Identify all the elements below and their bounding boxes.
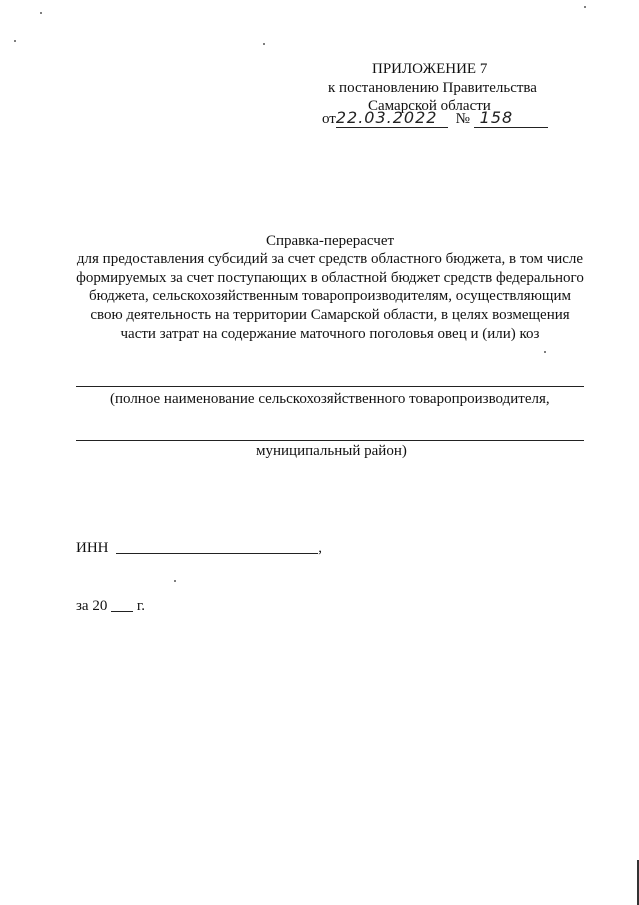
body-line: формируемых за счет поступающих в областной бюджет средств федерального <box>76 269 584 286</box>
appendix-resolution-line: к постановлению Правительства <box>328 80 537 96</box>
period-suffix: г. <box>136 598 146 614</box>
inn-comma: , <box>318 540 322 556</box>
inn-field <box>76 539 322 557</box>
inn-label: ИНН <box>76 540 109 556</box>
year-blank <box>111 597 133 612</box>
appendix-title: ПРИЛОЖЕНИЕ 7 <box>372 61 488 77</box>
producer-name-line <box>76 386 584 387</box>
document-title: Справка-перерасчет <box>265 233 395 249</box>
date-prefix: от <box>322 111 336 127</box>
scan-speck <box>584 6 586 8</box>
resolution-date-number <box>322 108 548 128</box>
handwritten-date: 22.03.2022 <box>336 108 448 128</box>
period-field <box>76 597 145 615</box>
producer-caption-2: муниципальный район) <box>256 443 407 459</box>
handwritten-number: 158 <box>474 108 548 128</box>
scan-speck <box>14 40 16 42</box>
body-line: свою деятельность на территории Самарской области, в целях возмещения <box>90 307 570 324</box>
period-prefix: за 20 <box>76 598 108 614</box>
inn-blank <box>116 539 318 554</box>
number-sign: № <box>455 111 470 127</box>
appendix-region-line: Самарской области <box>368 98 491 114</box>
body-line: части затрат на содержание маточного поголовья овец и (или) коз <box>120 325 540 342</box>
scan-speck <box>544 351 546 353</box>
scan-speck <box>174 580 176 582</box>
producer-caption-1: (полное наименование сельскохозяйственного товаропроизводителя, <box>110 391 550 407</box>
body-line: для предоставления субсидий за счет средств областного бюджета, в том числе <box>76 251 584 267</box>
producer-district-line <box>76 440 584 441</box>
scan-speck <box>263 43 265 45</box>
body-line: бюджета, сельскохозяйственным товаропроизводителям, осуществляющим <box>89 288 571 305</box>
document-body <box>60 250 600 344</box>
scan-speck <box>40 12 42 14</box>
